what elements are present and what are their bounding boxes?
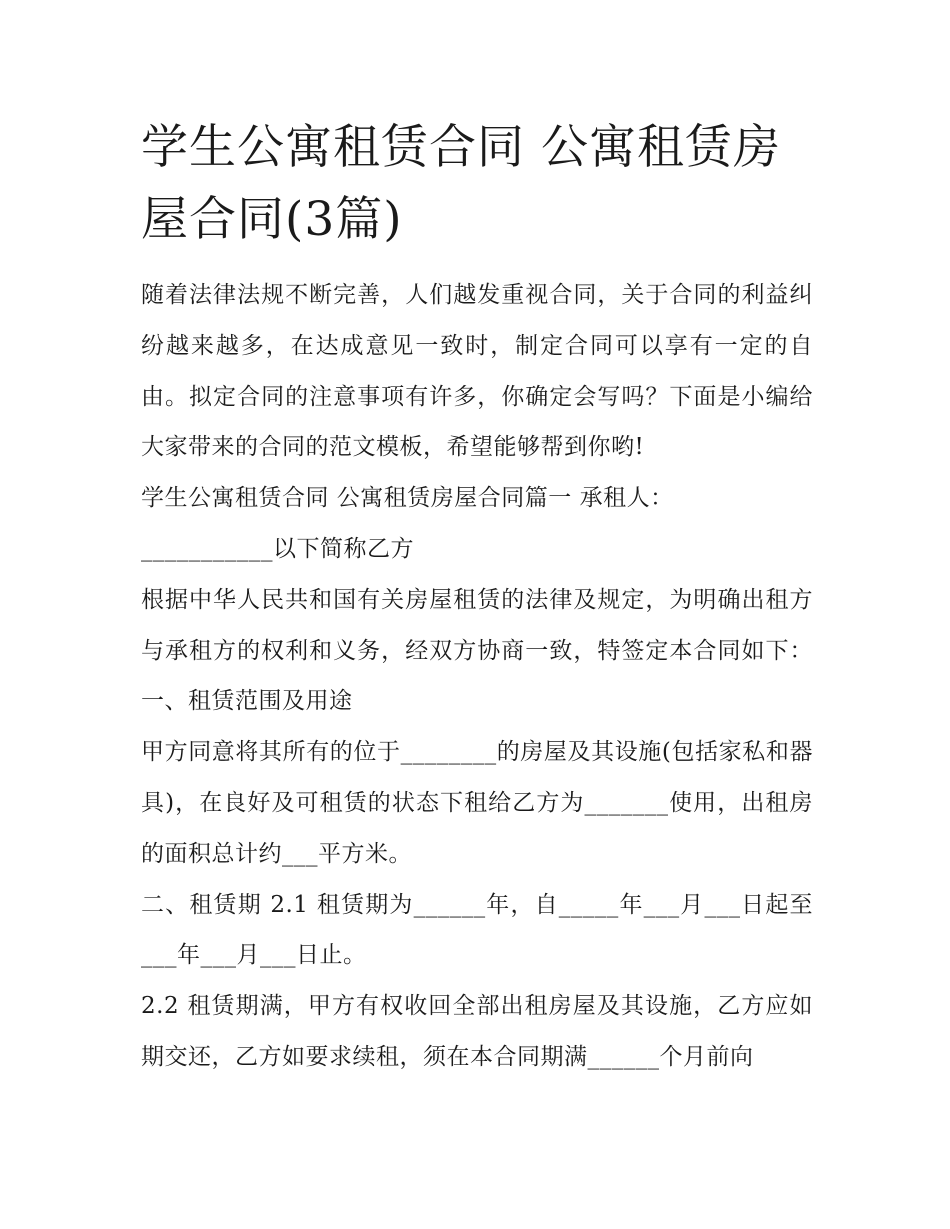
renewal-paragraph: 2.2 租赁期满，甲方有权收回全部出租房屋及其设施，乙方应如期交还，乙方如要求续租，须在本合同期满______个月前向 [141, 993, 813, 1070]
intro-paragraph: 随着法律法规不断完善，人们越发重视合同，关于合同的利益纠纷越来越多，在达成意见一致时，制定合同可以享有一定的自由。拟定合同的注意事项有许多，你确定会写吗？下面是小编给大家带来的合同的范文模板，希望能够帮到你哟! [141, 282, 813, 461]
lessee-blank-paragraph: ___________以下简称乙方 [141, 535, 414, 562]
document-title: 学生公寓租赁合同 公寓租赁房屋合同(3篇) [141, 120, 781, 247]
preamble-paragraph: 根据中华人民共和国有关房屋租赁的法律及规定，为明确出租方与承租方的权利和义务，经双方协商一致，特签定本合同如下： 一、租赁范围及用途 [141, 586, 813, 715]
document-page [141, 112, 813, 1083]
contract-heading-paragraph: 学生公寓租赁合同 公寓租赁房屋合同篇一 承租人： [141, 485, 674, 512]
scope-paragraph: 甲方同意将其所有的位于________的房屋及其设施(包括家私和器具)，在良好及可租赁的状态下租给乙方为_______使用，出租房的面积总计约___平方米。 [141, 739, 813, 867]
term-paragraph: 二、租赁期 2.1 租赁期为______年，自_____年___月___日起至___年___月___日止。 [141, 891, 813, 969]
document-body [141, 270, 813, 1083]
